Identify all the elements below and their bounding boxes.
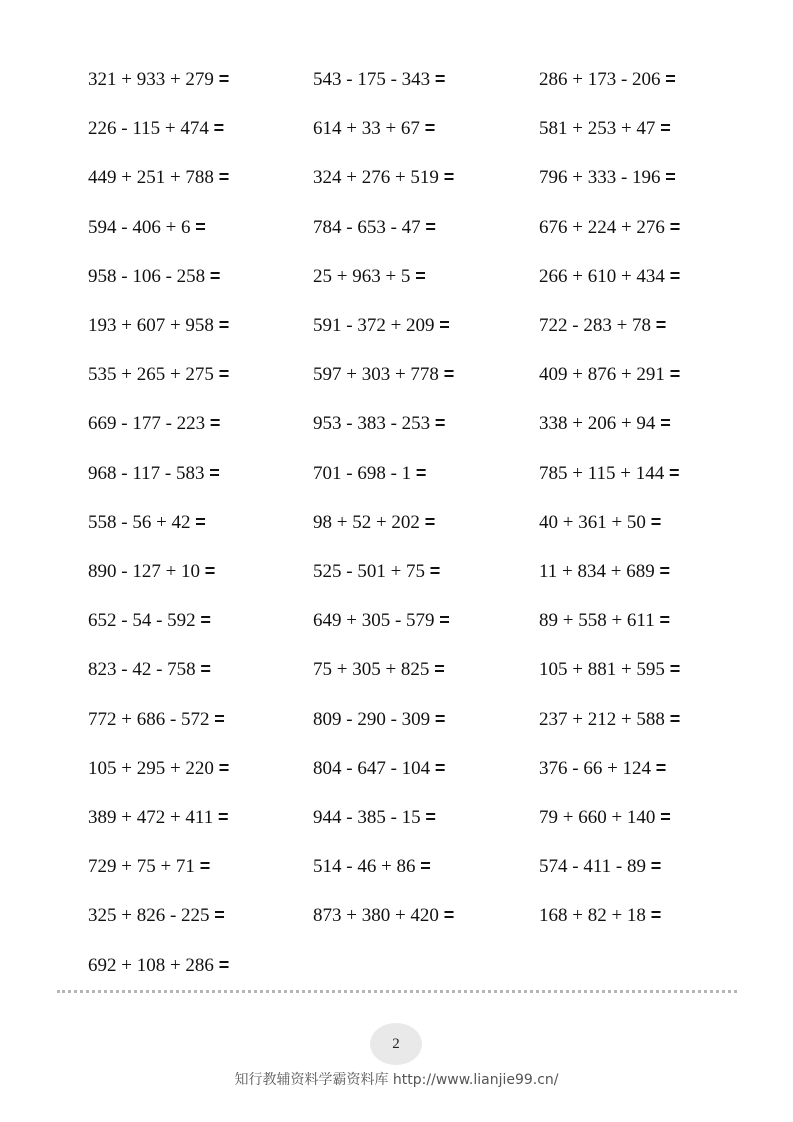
equals-sign: = [213, 118, 225, 139]
expression: 193 + 607 + 958 [88, 315, 214, 336]
equals-sign: = [434, 413, 446, 434]
equals-sign: = [209, 462, 220, 483]
equals-sign: = [443, 905, 455, 926]
equals-sign: = [650, 856, 662, 877]
math-problem [539, 900, 661, 931]
equals-sign: = [424, 511, 436, 532]
expression: 594 - 406 + 6 [88, 216, 191, 238]
equals-sign: = [200, 659, 211, 680]
math-problem [539, 851, 661, 882]
equals-sign: = [650, 905, 662, 926]
problem-row [0, 162, 793, 192]
equals-sign: = [659, 610, 670, 631]
equals-sign: = [669, 216, 681, 237]
math-problem [539, 162, 676, 193]
problem-row [0, 704, 793, 734]
equals-sign: = [434, 757, 446, 778]
expression: 652 - 54 - 592 [88, 610, 196, 632]
equals-sign: = [415, 462, 427, 483]
equals-sign: = [214, 905, 225, 926]
expression: 338 + 206 + 94 [539, 413, 656, 435]
math-problem [88, 507, 206, 538]
expression: 25 + 963 + 5 [313, 265, 411, 287]
expression: 266 + 610 + 434 [539, 265, 665, 287]
equals-sign: = [209, 265, 221, 286]
expression: 11 + 834 + 689 [539, 561, 655, 582]
problem-row [0, 654, 793, 684]
equals-sign: = [429, 561, 441, 581]
math-problem [539, 556, 670, 587]
math-problem [88, 704, 225, 735]
expression: 449 + 251 + 788 [88, 167, 214, 189]
equals-sign: = [660, 807, 671, 827]
equals-sign: = [415, 265, 426, 286]
math-problem [539, 802, 671, 833]
equals-sign: = [425, 216, 436, 237]
equals-sign: = [665, 167, 676, 188]
math-problem [539, 605, 670, 636]
math-problem [313, 556, 440, 587]
math-problem [313, 704, 445, 735]
math-problem [88, 753, 229, 784]
expression: 890 - 127 + 10 [88, 561, 201, 582]
expression: 804 - 647 - 104 [313, 757, 431, 779]
math-problem [88, 802, 229, 833]
equals-sign: = [195, 511, 206, 532]
math-problem [313, 64, 445, 95]
equals-sign: = [660, 413, 671, 434]
expression: 226 - 115 + 474 [88, 118, 209, 140]
math-problem [539, 507, 661, 538]
equals-sign: = [214, 708, 225, 729]
equals-sign: = [669, 659, 681, 680]
equals-sign: = [209, 413, 221, 434]
expression: 543 - 175 - 343 [313, 69, 431, 90]
equals-sign: = [420, 856, 431, 877]
equals-sign: = [424, 118, 436, 139]
expression: 614 + 33 + 67 [313, 118, 420, 140]
problem-row [0, 802, 793, 832]
math-problem [539, 753, 666, 784]
math-problem [88, 654, 211, 685]
expression: 597 + 303 + 778 [313, 364, 439, 386]
math-problem [539, 212, 680, 243]
expression: 75 + 305 + 825 [313, 659, 430, 681]
problem-row [0, 950, 793, 980]
math-problem [313, 851, 431, 882]
math-problem [88, 556, 215, 587]
problem-row [0, 900, 793, 930]
expression: 237 + 212 + 588 [539, 708, 665, 730]
math-problem [313, 802, 436, 833]
equals-sign: = [443, 364, 455, 385]
math-problem [88, 605, 211, 636]
equals-sign: = [650, 511, 662, 532]
equals-sign: = [669, 364, 681, 385]
math-problem [539, 408, 671, 439]
math-problem [313, 162, 454, 193]
expression: 722 - 283 + 78 [539, 315, 652, 336]
problem-row [0, 359, 793, 389]
equals-sign: = [665, 69, 676, 89]
math-problem [539, 310, 666, 341]
math-problem [88, 310, 229, 341]
equals-sign: = [195, 216, 206, 237]
equals-sign: = [199, 856, 211, 877]
equals-sign: = [669, 265, 681, 286]
problem-row [0, 261, 793, 291]
math-problem [539, 359, 680, 390]
math-problem [88, 900, 225, 931]
footer [0, 1068, 793, 1092]
expression: 669 - 177 - 223 [88, 413, 206, 435]
equals-sign: = [218, 954, 230, 975]
expression: 40 + 361 + 50 [539, 511, 646, 533]
math-problem [313, 113, 435, 144]
math-problem [88, 64, 229, 95]
math-problem [88, 851, 210, 882]
math-problem [88, 950, 229, 981]
math-problem [88, 359, 229, 390]
expression: 772 + 686 - 572 [88, 708, 210, 730]
expression: 968 - 117 - 583 [88, 462, 205, 484]
math-problem [313, 654, 445, 685]
expression: 823 - 42 - 758 [88, 659, 196, 681]
problem-row [0, 113, 793, 143]
expression: 574 - 411 - 89 [539, 856, 646, 878]
equals-sign: = [218, 167, 230, 188]
equals-sign: = [425, 807, 436, 827]
math-problem [313, 408, 445, 439]
problem-row [0, 408, 793, 438]
equals-sign: = [659, 561, 670, 581]
problem-row [0, 212, 793, 242]
expression: 98 + 52 + 202 [313, 511, 420, 533]
math-problem [313, 605, 450, 636]
expression: 409 + 876 + 291 [539, 364, 665, 386]
expression: 873 + 380 + 420 [313, 905, 439, 927]
expression: 105 + 881 + 595 [539, 659, 665, 681]
expression: 389 + 472 + 411 [88, 807, 214, 828]
expression: 953 - 383 - 253 [313, 413, 431, 435]
expression: 525 - 501 + 75 [313, 561, 426, 582]
math-problem [313, 900, 454, 931]
math-problem [539, 704, 680, 735]
math-problem [539, 654, 680, 685]
expression: 692 + 108 + 286 [88, 954, 214, 976]
expression: 558 - 56 + 42 [88, 511, 191, 533]
problem-row [0, 605, 793, 635]
equals-sign: = [434, 708, 446, 729]
expression: 79 + 660 + 140 [539, 807, 656, 828]
expression: 785 + 115 + 144 [539, 462, 665, 484]
expression: 649 + 305 - 579 [313, 610, 435, 632]
math-problem [313, 212, 436, 243]
math-problem [88, 458, 220, 489]
equals-sign: = [218, 69, 230, 89]
expression: 958 - 106 - 258 [88, 265, 206, 287]
math-problem [88, 261, 220, 292]
equals-sign: = [660, 118, 671, 139]
expression: 324 + 276 + 519 [313, 167, 439, 189]
problem-row [0, 851, 793, 881]
problem-row [0, 64, 793, 94]
math-problem [313, 507, 435, 538]
math-problem [313, 359, 454, 390]
math-problem [539, 261, 680, 292]
equals-sign: = [439, 315, 450, 335]
math-problem [313, 310, 450, 341]
footer-text: 知行教辅资料学霸资料库 http://www.lianjie99.cn/ [234, 1072, 559, 1088]
math-problem [539, 64, 676, 95]
expression: 729 + 75 + 71 [88, 856, 195, 878]
page-number-badge [370, 1023, 422, 1065]
expression: 168 + 82 + 18 [539, 905, 646, 927]
problem-row [0, 310, 793, 340]
equals-sign: = [669, 708, 681, 729]
problem-row [0, 753, 793, 783]
math-problem [88, 212, 206, 243]
expression: 701 - 698 - 1 [313, 462, 412, 484]
equals-sign: = [200, 610, 211, 631]
expression: 89 + 558 + 611 [539, 610, 655, 632]
equals-sign: = [434, 659, 445, 680]
math-problem [88, 162, 229, 193]
equals-sign: = [668, 462, 680, 483]
problem-row [0, 507, 793, 537]
expression: 581 + 253 + 47 [539, 118, 656, 140]
problem-row [0, 458, 793, 488]
expression: 796 + 333 - 196 [539, 167, 661, 189]
expression: 591 - 372 + 209 [313, 315, 435, 336]
expression: 514 - 46 + 86 [313, 856, 416, 878]
equals-sign: = [439, 610, 450, 631]
problem-row [0, 556, 793, 586]
math-problem [88, 113, 224, 144]
expression: 944 - 385 - 15 [313, 807, 421, 828]
expression: 325 + 826 - 225 [88, 905, 210, 927]
math-problem [313, 458, 426, 489]
page-number: 2 [392, 1035, 400, 1052]
equals-sign: = [655, 757, 667, 778]
equals-sign: = [204, 561, 216, 581]
math-problem [88, 408, 220, 439]
equals-sign: = [218, 315, 230, 335]
expression: 105 + 295 + 220 [88, 757, 214, 779]
math-problem [539, 113, 671, 144]
expression: 676 + 224 + 276 [539, 216, 665, 238]
expression: 809 - 290 - 309 [313, 708, 431, 730]
equals-sign: = [218, 757, 230, 778]
equals-sign: = [443, 167, 455, 188]
math-problem [313, 753, 445, 784]
equals-sign: = [218, 364, 230, 385]
math-problem [539, 458, 680, 489]
equals-sign: = [434, 69, 446, 89]
equals-sign: = [655, 315, 667, 335]
dotted-divider [57, 990, 737, 993]
equals-sign: = [217, 807, 229, 827]
expression: 535 + 265 + 275 [88, 364, 214, 386]
expression: 376 - 66 + 124 [539, 757, 652, 779]
math-problem [313, 261, 426, 292]
expression: 321 + 933 + 279 [88, 69, 214, 90]
expression: 286 + 173 - 206 [539, 69, 661, 90]
expression: 784 - 653 - 47 [313, 216, 421, 238]
